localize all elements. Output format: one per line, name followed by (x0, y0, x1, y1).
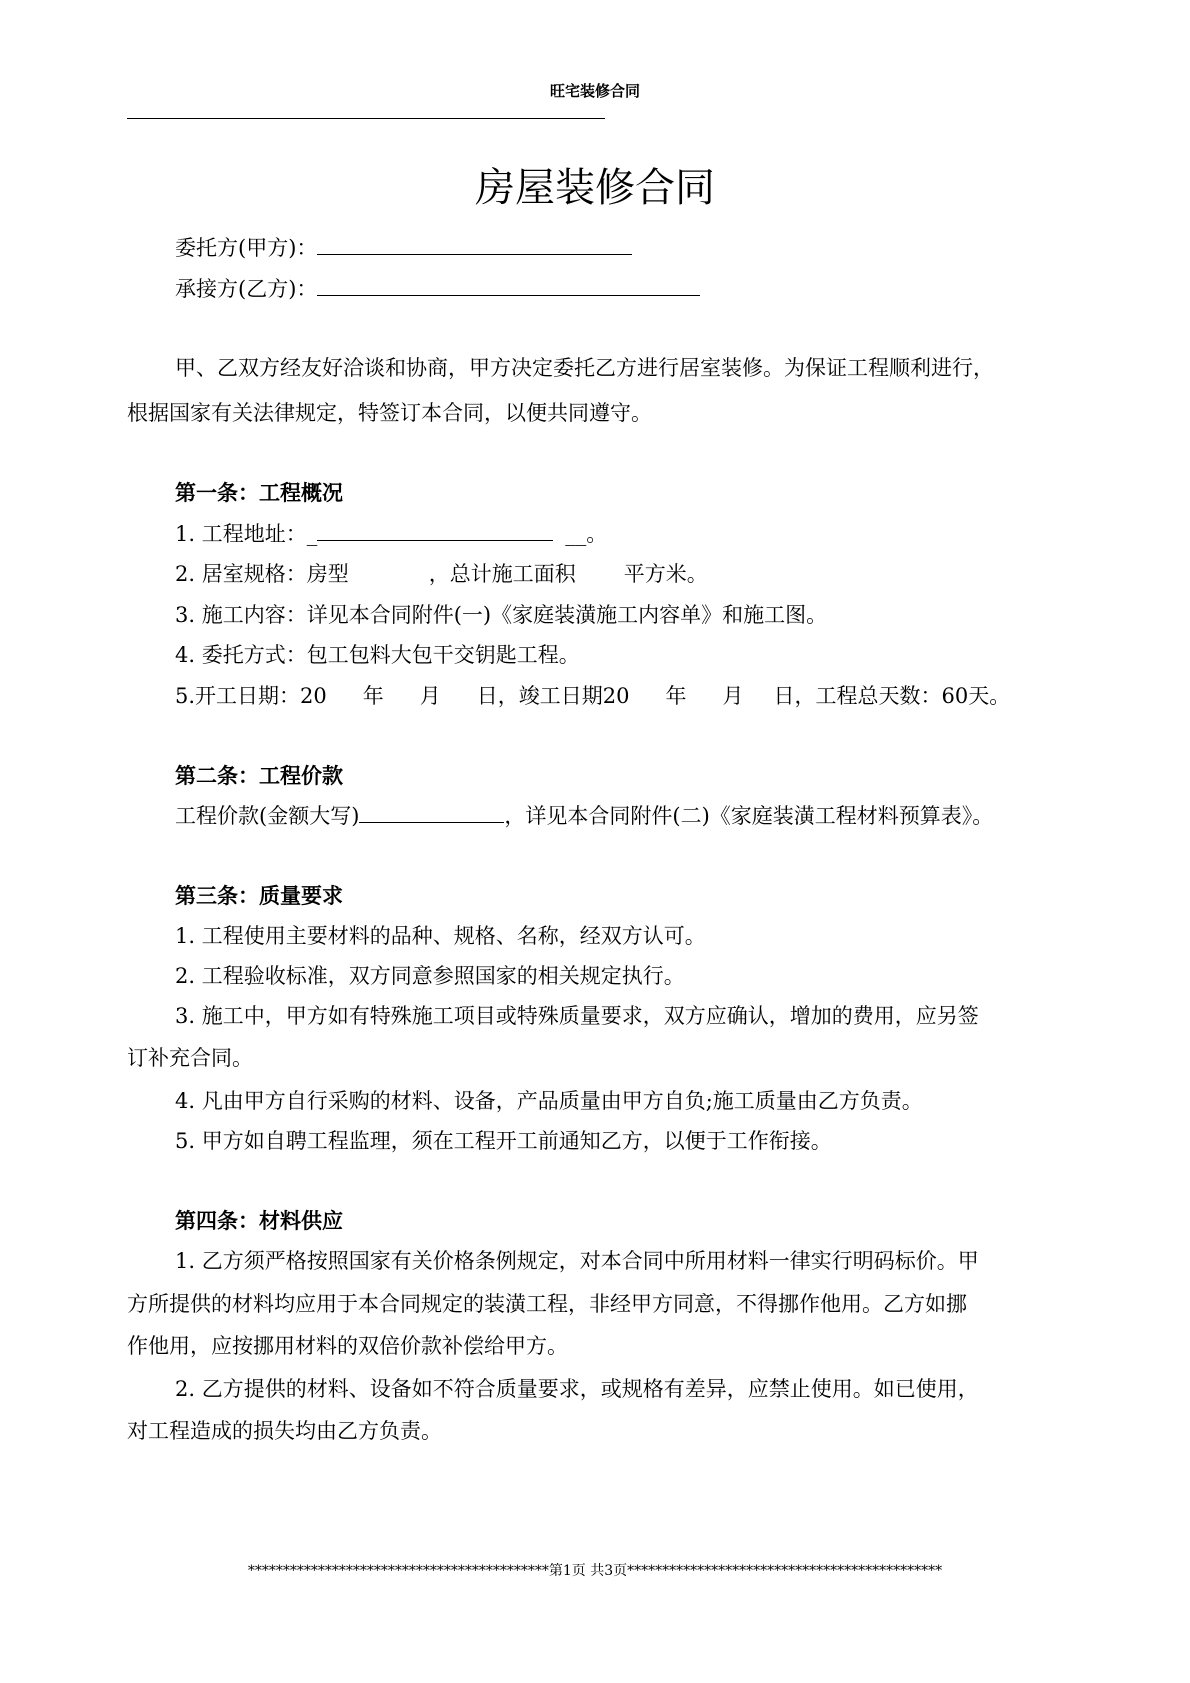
party-a-line (175, 232, 632, 262)
article1-item4: 4. 委托方式：包工包料大包干交钥匙工程。 (175, 643, 580, 667)
article3-item4: 4. 凡由甲方自行采购的材料、设备，产品质量由甲方自负;施工质量由乙方负责。 (175, 1089, 923, 1113)
footer-stars-right: ********************************************* (627, 1563, 943, 1579)
address-label: 1. 工程地址：_ (175, 522, 318, 546)
total-days: 日，工程总天数：60天。 (773, 684, 1011, 708)
article1-item5 (175, 680, 1010, 710)
area-unit: 平方米。 (623, 562, 708, 586)
address-tail: __。 (565, 522, 608, 546)
article3-item3-line1: 3. 施工中，甲方如有特殊施工项目或特殊质量要求，双方应确认，增加的费用，应另签 (175, 1004, 979, 1028)
end-year-unit: 年 (665, 684, 687, 708)
party-a-label: 委托方(甲方)： (175, 236, 318, 260)
start-year-unit: 年 (362, 684, 384, 708)
article2-heading: 第二条：工程价款 (175, 764, 343, 788)
room-type-label: 2. 居室规格：房型 (175, 562, 349, 586)
article3-item2: 2. 工程验收标准，双方同意参照国家的相关规定执行。 (175, 964, 685, 988)
article3-item1: 1. 工程使用主要材料的品种、规格、名称，经双方认可。 (175, 924, 706, 948)
area-label: ，总计施工面积 (428, 562, 576, 586)
party-a-field[interactable] (317, 232, 632, 255)
article1-item1 (175, 518, 607, 548)
running-header: 旺宅装修合同 (549, 82, 640, 100)
intro-line-1: 甲、乙双方经友好洽谈和协商，甲方决定委托乙方进行居室装修。为保证工程顺利进行， (175, 356, 994, 380)
article1-item3: 3. 施工内容：详见本合同附件(一)《家庭装潢施工内容单》和施工图。 (175, 603, 828, 627)
intro-line-2: 根据国家有关法律规定，特签订本合同，以便共同遵守。 (127, 401, 652, 425)
end-month-unit: 月 (722, 684, 744, 708)
article4-item1-line1: 1. 乙方须严格按照国家有关价格条例规定，对本合同中所用材料一律实行明码标价。甲 (175, 1249, 979, 1273)
article2-line (175, 800, 993, 830)
article4-item2-line2: 对工程造成的损失均由乙方负责。 (127, 1419, 442, 1443)
article4-item2-line1: 2. 乙方提供的材料、设备如不符合质量要求，或规格有差异，应禁止使用。如已使用， (175, 1377, 979, 1401)
article3-item5: 5. 甲方如自聘工程监理，须在工程开工前通知乙方，以便于工作衔接。 (175, 1129, 832, 1153)
article4-heading: 第四条：材料供应 (175, 1209, 343, 1233)
article1-item2 (175, 558, 708, 588)
article4-item1-line3: 作他用，应按挪用材料的双倍价款补偿给甲方。 (127, 1334, 568, 1358)
article1-heading: 第一条：工程概况 (175, 481, 343, 505)
price-tail: ，详见本合同附件(二)《家庭装潢工程材料预算表》。 (504, 804, 994, 828)
article3-heading: 第三条：质量要求 (175, 884, 343, 908)
article4-item1-line2: 方所提供的材料均应用于本合同规定的装潢工程，非经甲方同意，不得挪作他用。乙方如挪 (127, 1292, 967, 1316)
start-month-unit: 月 (419, 684, 441, 708)
page-footer (0, 1560, 1190, 1580)
end-date-label: 日，竣工日期20 (476, 684, 630, 708)
document-title: 房屋装修合同 (475, 165, 715, 211)
address-field[interactable] (317, 518, 553, 541)
price-field[interactable] (359, 800, 504, 823)
footer-stars-left: ******************************************* (247, 1563, 549, 1579)
header-rule (127, 118, 605, 119)
start-date-label: 5.开工日期：20 (175, 684, 327, 708)
page-number: 第1页 共3页 (548, 1563, 628, 1579)
party-b-line (175, 273, 700, 303)
party-b-label: 承接方(乙方)： (175, 277, 318, 301)
price-label: 工程价款(金额大写) (175, 804, 360, 828)
party-b-field[interactable] (317, 273, 700, 296)
article3-item3-line2: 订补充合同。 (127, 1046, 253, 1070)
